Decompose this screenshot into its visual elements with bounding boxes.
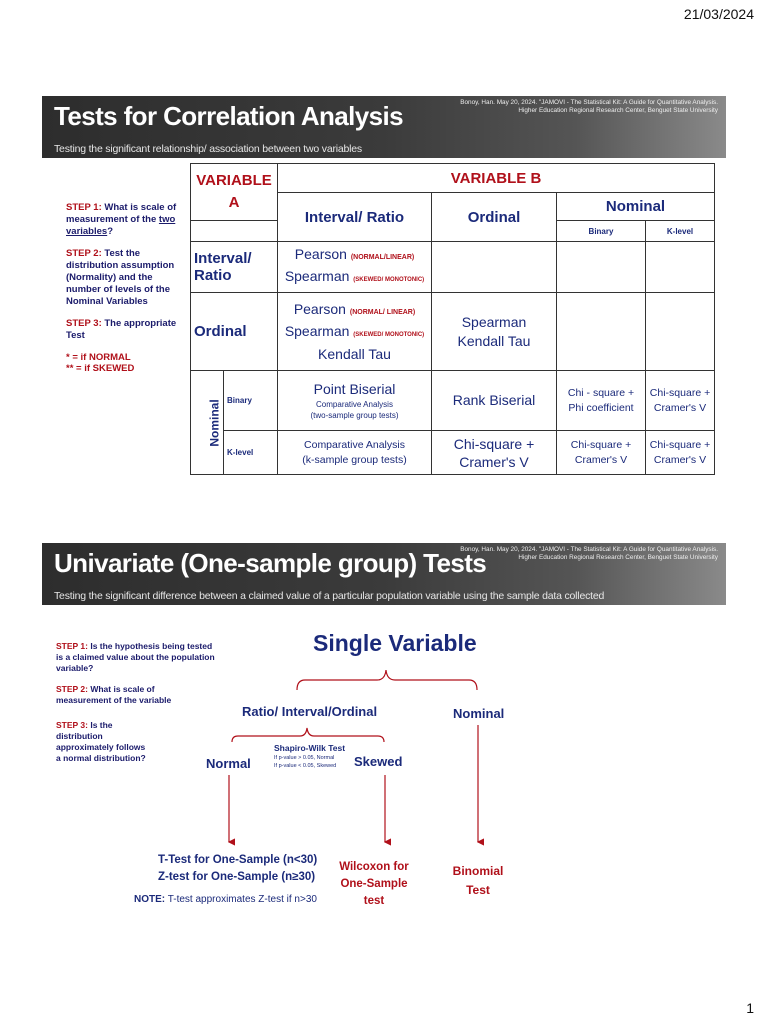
- phi-coefficient-label: Phi coefficient: [568, 401, 634, 414]
- cramers-v-label: Cramer's V: [574, 453, 628, 466]
- col-klevel: K-level: [646, 221, 715, 242]
- spearman-note: (SKEWED/ MONOTONIC): [353, 331, 425, 338]
- step-text: What is scale of measurement of the variable: [56, 684, 172, 705]
- cramers-v-label: Cramer's V: [653, 401, 707, 414]
- spearman-label: Spearman: [284, 267, 350, 284]
- slide2-reference: Bonoy, Han. May 20, 2024. "JAMOVI - The Statistical Kit: A Guide for Quantitative Analysis. Higher Education Regional Research Center, Benguet State University: [460, 546, 718, 561]
- step-text: The appropriate Test: [66, 318, 177, 341]
- comparative-analysis: Comparative Analysis: [316, 400, 393, 409]
- slide1-reference: Bonoy, Han. May 20, 2024. "JAMOVI - The Statistical Kit: A Guide for Quantitative Analysis. Higher Education Regional Research Center, Benguet State University: [460, 99, 718, 114]
- note-text: T-test approximates Z-test if n>30: [165, 894, 317, 905]
- step-text: Is the hypothesis being tested is a claimed value about the population variable?: [56, 641, 215, 673]
- step-label: STEP 2:: [66, 248, 102, 259]
- row-nominal-label: Nominal: [207, 398, 222, 447]
- variable-a-header: VARIABLE A: [191, 164, 278, 221]
- step-text: ?: [107, 226, 114, 237]
- pearson-label: Pearson: [293, 300, 346, 317]
- chi-square-label: Chi-square +: [570, 438, 632, 451]
- flow-shapiro-wilk: [274, 743, 345, 770]
- chi-square-label: Chi-square +: [649, 386, 711, 399]
- row-binary: Binary: [224, 371, 278, 431]
- flow-note: [134, 894, 317, 905]
- step-label: STEP 1:: [56, 641, 88, 651]
- flow-binomial: Binomial Test: [452, 864, 504, 897]
- page-date: 21/03/2024: [683, 6, 754, 22]
- pearson-label: Pearson: [294, 245, 347, 262]
- pearson-note: (NORMAL/ LINEAR): [349, 308, 416, 316]
- step-label: STEP 2:: [56, 684, 88, 694]
- variable-b-header: VARIABLE B: [278, 164, 715, 193]
- spearman-label: Spearman: [461, 313, 527, 330]
- spearman-label: Spearman: [284, 322, 350, 339]
- col-ordinal: Ordinal: [432, 193, 557, 242]
- page-number: 1: [746, 1000, 754, 1016]
- legend-skewed: ** = if SKEWED: [66, 363, 135, 374]
- pearson-note: (NORMAL/LINEAR): [350, 253, 415, 261]
- row-ordinal: Ordinal: [191, 293, 278, 371]
- step-label: STEP 1:: [66, 202, 102, 213]
- step-text: Is the distribution approximately follows a normal distribution?: [56, 720, 146, 763]
- note-label: NOTE:: [134, 894, 166, 905]
- col-nominal: Nominal: [557, 193, 715, 221]
- t-test-label: T-Test for One-Sample (n<30): [158, 854, 318, 866]
- slide2-title: Univariate (One-sample group) Tests: [54, 548, 487, 578]
- legend-normal: * = if NORMAL: [66, 352, 131, 363]
- chi-square-label: Chi-square +: [649, 438, 711, 451]
- row-interval-ratio: Interval/ Ratio: [191, 242, 278, 293]
- comparative-analysis: Comparative Analysis: [304, 438, 405, 451]
- root-brace: [297, 670, 477, 690]
- spearman-note: (SKEWED/ MONOTONIC): [353, 276, 425, 283]
- flow-ratio-interval-ordinal: Ratio/ Interval/Ordinal: [242, 704, 378, 719]
- flow-single-variable: Single Variable: [313, 630, 477, 656]
- comparative-two-sample: (two-sample group tests): [310, 411, 399, 420]
- cell-binary-ordinal: Rank Biserial: [432, 371, 557, 431]
- flow-t-z-tests: [158, 852, 317, 886]
- shapiro-rule-normal: If p-value > 0.05, Normal: [274, 755, 335, 761]
- chi-square-label: Chi-square +: [453, 435, 535, 452]
- point-biserial: Point Biserial: [313, 381, 396, 397]
- step-label: STEP 3:: [66, 318, 102, 329]
- kendall-label: Kendall Tau: [318, 345, 391, 362]
- z-test-label: Z-test for One-Sample (n≥30): [158, 871, 316, 883]
- chi-square-label: Chi - square +: [567, 386, 635, 399]
- flow-normal: Normal: [206, 756, 251, 771]
- shapiro-rule-skewed: If p-value < 0.05, Skewed: [274, 763, 337, 769]
- shapiro-title: Shapiro-Wilk Test: [274, 743, 346, 753]
- slide1-subtitle: Testing the significant relationship/ association between two variables: [54, 143, 362, 155]
- kendall-label: Kendall Tau: [457, 332, 531, 349]
- flow-nominal: Nominal: [453, 706, 505, 721]
- col-interval-ratio: Interval/ Ratio: [278, 193, 432, 242]
- step-text: What is scale of measurement of the: [66, 202, 177, 225]
- step-text-underlined: two variables: [66, 214, 176, 237]
- ratio-brace: [232, 728, 384, 742]
- col-binary: Binary: [557, 221, 646, 242]
- row-klevel: K-level: [224, 431, 278, 475]
- comparative-k-sample: (k-sample group tests): [302, 453, 407, 466]
- step-label: STEP 3:: [56, 720, 88, 730]
- flow-wilcoxon: Wilcoxon for One-Sample test: [339, 861, 409, 907]
- flow-skewed: Skewed: [354, 754, 403, 769]
- slide1-title: Tests for Correlation Analysis: [54, 101, 403, 131]
- slide2-subtitle: Testing the significant difference between a claimed value of a particular population variable using the sample data collected: [54, 590, 605, 602]
- step-text: Test the distribution assumption (Normality) and the number of levels of the Nominal Variables: [66, 248, 175, 307]
- cramers-v-label: Cramer's V: [653, 453, 707, 466]
- cramers-v-label: Cramer's V: [459, 453, 529, 470]
